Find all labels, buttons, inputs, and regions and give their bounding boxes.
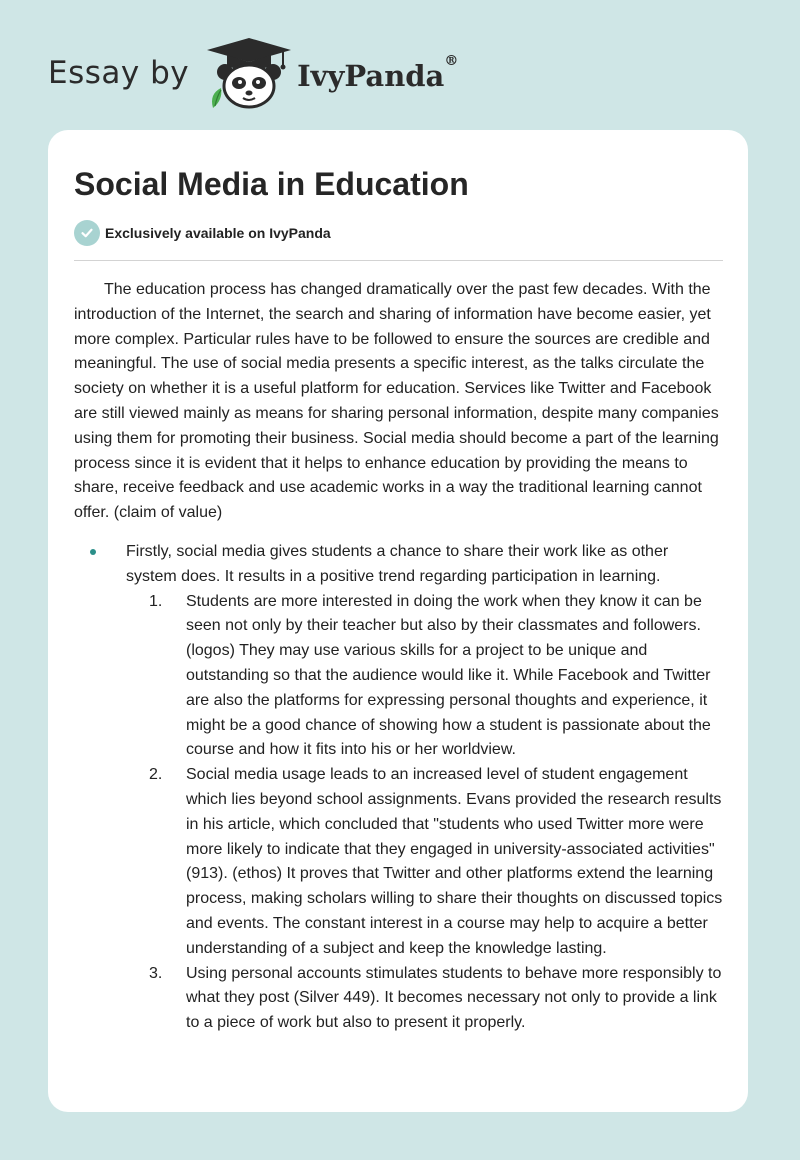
exclusive-badge	[74, 220, 723, 246]
numbered-list	[126, 590, 723, 1036]
numbered-marker: 3.	[149, 964, 163, 982]
numbered-item	[126, 763, 723, 961]
essay-body	[74, 278, 723, 1036]
brand-prefix: Essay by	[48, 55, 190, 91]
numbered-text: Students are more interested in doing the work when they know it can be seen not only by their teacher but also by their classmates and followers. (logos) They may use various skills for a project to be unique and outstanding so that the audience would like it. While Facebook and Twitter are also the platforms for expressing personal thoughts and experience, it might be a good chance of showing how a student is passionate about the course and how it fits into his or her worldview.	[186, 592, 711, 759]
panda-graduate-logo-icon[interactable]	[203, 36, 295, 110]
check-icon	[74, 220, 100, 246]
numbered-marker: 1.	[149, 592, 163, 610]
site-header	[48, 36, 458, 110]
brand-name[interactable]: IvyPanda®	[297, 53, 459, 93]
numbered-item	[126, 590, 723, 764]
bullet-dot	[90, 549, 96, 555]
essay-title: Social Media in Education	[74, 166, 469, 202]
bullet-list	[74, 540, 723, 1036]
divider	[74, 260, 723, 261]
numbered-text: Social media usage leads to an increased level of student engagement which lies beyond school assignments. Evans provided the research results in his article, which concluded that "students who used Twitter more were more likely to indicate that they engaged in university-associated activities" (913). (ethos) It proves that Twitter and other platforms extend the learning process, making scholars willing to share their thoughts on discussed topics and events. The constant interest in a course may help to acquire a better understanding of a subject and keep the knowledge lasting.	[186, 766, 723, 957]
numbered-text: Using personal accounts stimulates students to behave more responsibly to what they post (Silver 449). It becomes necessary not only to provide a link to a piece of work but also to present it properly.	[186, 964, 722, 1032]
exclusive-label: Exclusively available on IvyPanda	[105, 225, 331, 241]
bullet-text: Firstly, social media gives students a chance to share their work like as other system does. It results in a positive trend regarding participation in learning.	[126, 542, 669, 585]
numbered-marker: 2.	[149, 766, 163, 784]
essay-card	[48, 130, 748, 1112]
intro-paragraph: The education process has changed dramatically over the past few decades. With the introduction of the Internet, the search and sharing of information have become easier, yet more complex. Particular rules have to be followed to ensure the sources are credible and meaningful. The use of social media presents a specific interest, as the talks circulate the society on whether it is a useful platform for education. Services like Twitter and Facebook are still viewed mainly as means for sharing personal information, despite many companies using them for promoting their business. Social media should become a part of the learning process since it is evident that it helps to enhance education by providing the means to share, receive feedback and use academic works in a way the traditional learning cannot offer. (claim of value)	[74, 281, 719, 522]
bullet-item	[74, 540, 723, 1036]
numbered-item	[126, 962, 723, 1036]
